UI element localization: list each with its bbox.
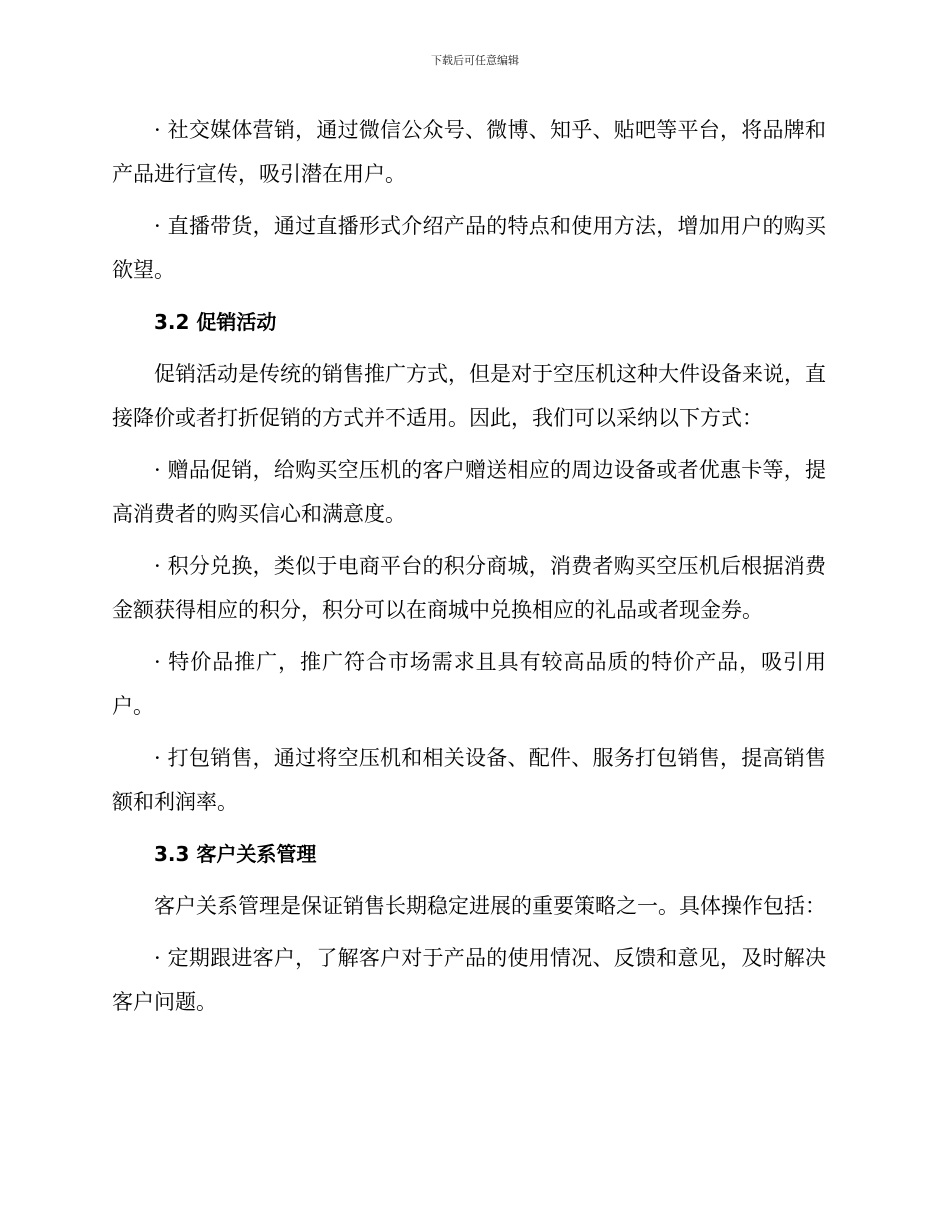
bullet-social-media: · 社交媒体营销，通过微信公众号、微博、知乎、贴吧等平台，将品牌和产品进行宣传，吸引潜在用户。 (112, 118, 826, 186)
bullet-points-exchange: · 积分兑换，类似于电商平台的积分商城，消费者购买空压机后根据消费金额获得相应的积分，积分可以在商城中兑换相应的礼品或者现金券。 (112, 554, 826, 622)
bullet-live-streaming: · 直播带货，通过直播形式介绍产品的特点和使用方法，增加用户的购买欲望。 (112, 214, 826, 282)
bullet-gift-promotion: · 赠品促销，给购买空压机的客户赠送相应的周边设备或者优惠卡等，提高消费者的购买信心和满意度。 (112, 458, 826, 526)
document-body (112, 108, 826, 1024)
paragraph-crm-intro: 客户关系管理是保证销售长期稳定进展的重要策略之一。具体操作包括： (154, 894, 826, 918)
bullet-special-offer: · 特价品推广，推广符合市场需求且具有较高品质的特价产品，吸引用户。 (112, 650, 826, 718)
page-header: 下载后可任意编辑 (431, 54, 519, 67)
section-heading-3-2: 3.2 促销活动 (154, 310, 277, 334)
bullet-bundle-sales: · 打包销售，通过将空压机和相关设备、配件、服务打包销售，提高销售额和利润率。 (112, 746, 826, 814)
paragraph-promotion-intro: 促销活动是传统的销售推广方式，但是对于空压机这种大件设备来说，直接降价或者打折促销的方式并不适用。因此，我们可以采纳以下方式： (112, 362, 826, 430)
bullet-regular-followup: · 定期跟进客户，了解客户对于产品的使用情况、反馈和意见，及时解决客户问题。 (112, 946, 826, 1014)
section-heading-3-3: 3.3 客户关系管理 (154, 842, 317, 866)
